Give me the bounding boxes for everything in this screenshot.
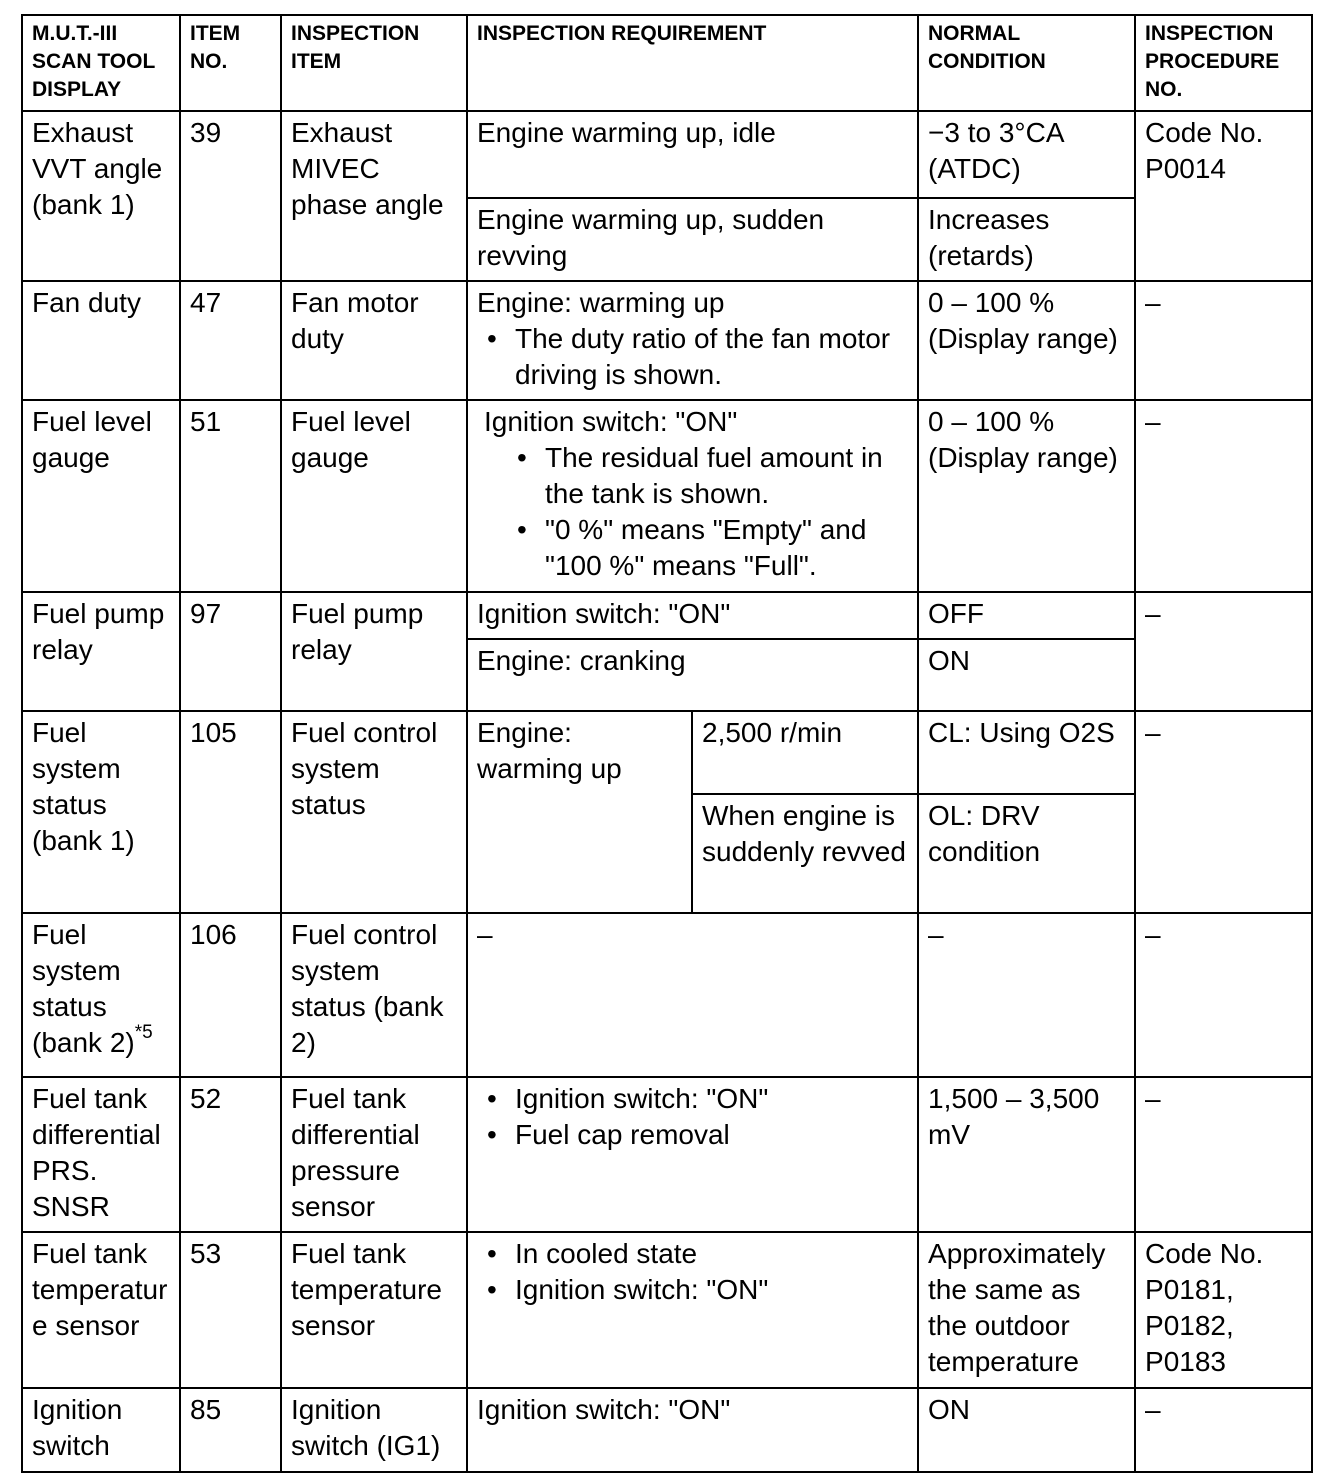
list-item: • The duty ratio of the fan motor driving is shown. [477, 321, 909, 393]
requirement-bullets [477, 1236, 909, 1308]
cell-inspection-item: Exhaust MIVEC phase angle [281, 111, 467, 281]
cell-item-no: 105 [180, 711, 281, 913]
table-row [22, 1388, 1312, 1472]
cell-sub-requirement: When engine is suddenly revved [692, 794, 918, 913]
list-item: • The residual fuel amount in the tank is shown. [507, 440, 909, 512]
cell-item-no: 52 [180, 1077, 281, 1232]
cell-display: Fuel tank differential PRS. SNSR [22, 1077, 180, 1232]
cell-inspection-item: Fuel level gauge [281, 400, 467, 592]
cell-requirement: Engine warming up, idle [467, 111, 918, 198]
cell-inspection-item: Fuel control system status [281, 711, 467, 913]
header-display: M.U.T.-III SCAN TOOL DISPLAY [22, 15, 180, 111]
cell-requirement: Ignition switch: "ON" [467, 592, 918, 639]
table-row [22, 111, 1312, 198]
cell-requirement: Engine: warming up [467, 711, 692, 913]
cell-inspection-item: Fuel control system status (bank 2) [281, 913, 467, 1077]
cell-condition: ON [918, 639, 1135, 711]
cell-display [22, 913, 180, 1077]
cell-procedure: – [1135, 400, 1312, 592]
cell-item-no: 85 [180, 1388, 281, 1472]
cell-requirement [467, 1232, 918, 1388]
requirement-text: Ignition switch: "ON" [484, 406, 738, 437]
requirement-bullets [477, 1081, 909, 1153]
cell-condition: OL: DRV condition [918, 794, 1135, 913]
cell-requirement: Ignition switch: "ON" [467, 1388, 918, 1472]
requirement-text: Engine: warming up [477, 287, 725, 318]
cell-condition: CL: Using O2S [918, 711, 1135, 794]
cell-display: Fuel pump relay [22, 592, 180, 711]
cell-procedure: – [1135, 913, 1312, 1077]
table-row [22, 1077, 1312, 1232]
list-item: • Ignition switch: "ON" [477, 1081, 909, 1117]
cell-item-no: 53 [180, 1232, 281, 1388]
header-item-no: ITEM NO. [180, 15, 281, 111]
cell-display: Fuel level gauge [22, 400, 180, 592]
inspection-table [21, 14, 1313, 1473]
cell-item-no: 51 [180, 400, 281, 592]
cell-inspection-item: Fan motor duty [281, 281, 467, 400]
cell-display: Fan duty [22, 281, 180, 400]
cell-display: Fuel system status (bank 1) [22, 711, 180, 913]
header-procedure-no: INSPECTION PROCEDURE NO. [1135, 15, 1312, 111]
cell-item-no: 97 [180, 592, 281, 711]
requirement-bullets [477, 321, 909, 393]
header-inspection-requirement: INSPECTION REQUIREMENT [467, 15, 918, 111]
cell-procedure: – [1135, 1388, 1312, 1472]
header-normal-condition: NORMAL CONDITION [918, 15, 1135, 111]
cell-inspection-item: Fuel tank temperature sensor [281, 1232, 467, 1388]
cell-inspection-item: Ignition switch (IG1) [281, 1388, 467, 1472]
cell-procedure: Code No. P0181, P0182, P0183 [1135, 1232, 1312, 1388]
cell-requirement: Engine warming up, sudden revving [467, 198, 918, 281]
cell-condition: 1,500 – 3,500 mV [918, 1077, 1135, 1232]
cell-requirement [467, 400, 918, 592]
table-row [22, 400, 1312, 592]
cell-inspection-item: Fuel tank differential pressure sensor [281, 1077, 467, 1232]
cell-condition: 0 – 100 % (Display range) [918, 281, 1135, 400]
cell-procedure: – [1135, 1077, 1312, 1232]
cell-condition: Increases (retards) [918, 198, 1135, 281]
cell-display: Exhaust VVT angle (bank 1) [22, 111, 180, 281]
cell-procedure: Code No. P0014 [1135, 111, 1312, 281]
cell-item-no: 106 [180, 913, 281, 1077]
requirement-bullets [477, 440, 909, 584]
cell-requirement [467, 1077, 918, 1232]
display-text: Fuel system status (bank 2) [32, 919, 135, 1058]
cell-condition: −3 to 3°CA (ATDC) [918, 111, 1135, 198]
inspection-table-page [21, 14, 1313, 1473]
cell-condition: 0 – 100 % (Display range) [918, 400, 1135, 592]
list-item: • Fuel cap removal [477, 1117, 909, 1153]
cell-requirement: – [467, 913, 918, 1077]
cell-requirement: Engine: cranking [467, 639, 918, 711]
cell-item-no: 47 [180, 281, 281, 400]
list-item: • "0 %" means "Empty" and "100 %" means "Full". [507, 512, 909, 584]
cell-condition: – [918, 913, 1135, 1077]
footnote-mark: *5 [134, 1021, 153, 1043]
cell-inspection-item: Fuel pump relay [281, 592, 467, 711]
table-row [22, 592, 1312, 639]
cell-procedure: – [1135, 592, 1312, 711]
cell-item-no: 39 [180, 111, 281, 281]
cell-condition: ON [918, 1388, 1135, 1472]
table-row [22, 281, 1312, 400]
cell-sub-requirement: 2,500 r/min [692, 711, 918, 794]
table-row [22, 913, 1312, 1077]
header-row [22, 15, 1312, 111]
cell-display: Ignition switch [22, 1388, 180, 1472]
cell-display: Fuel tank temperature sensor [22, 1232, 180, 1388]
list-item: • In cooled state [477, 1236, 909, 1272]
cell-procedure: – [1135, 281, 1312, 400]
header-inspection-item: INSPECTION ITEM [281, 15, 467, 111]
cell-procedure: – [1135, 711, 1312, 913]
table-row [22, 1232, 1312, 1388]
list-item: • Ignition switch: "ON" [477, 1272, 909, 1308]
table-row [22, 711, 1312, 794]
cell-condition: OFF [918, 592, 1135, 639]
cell-requirement [467, 281, 918, 400]
cell-condition: Approximately the same as the outdoor temperature [918, 1232, 1135, 1388]
